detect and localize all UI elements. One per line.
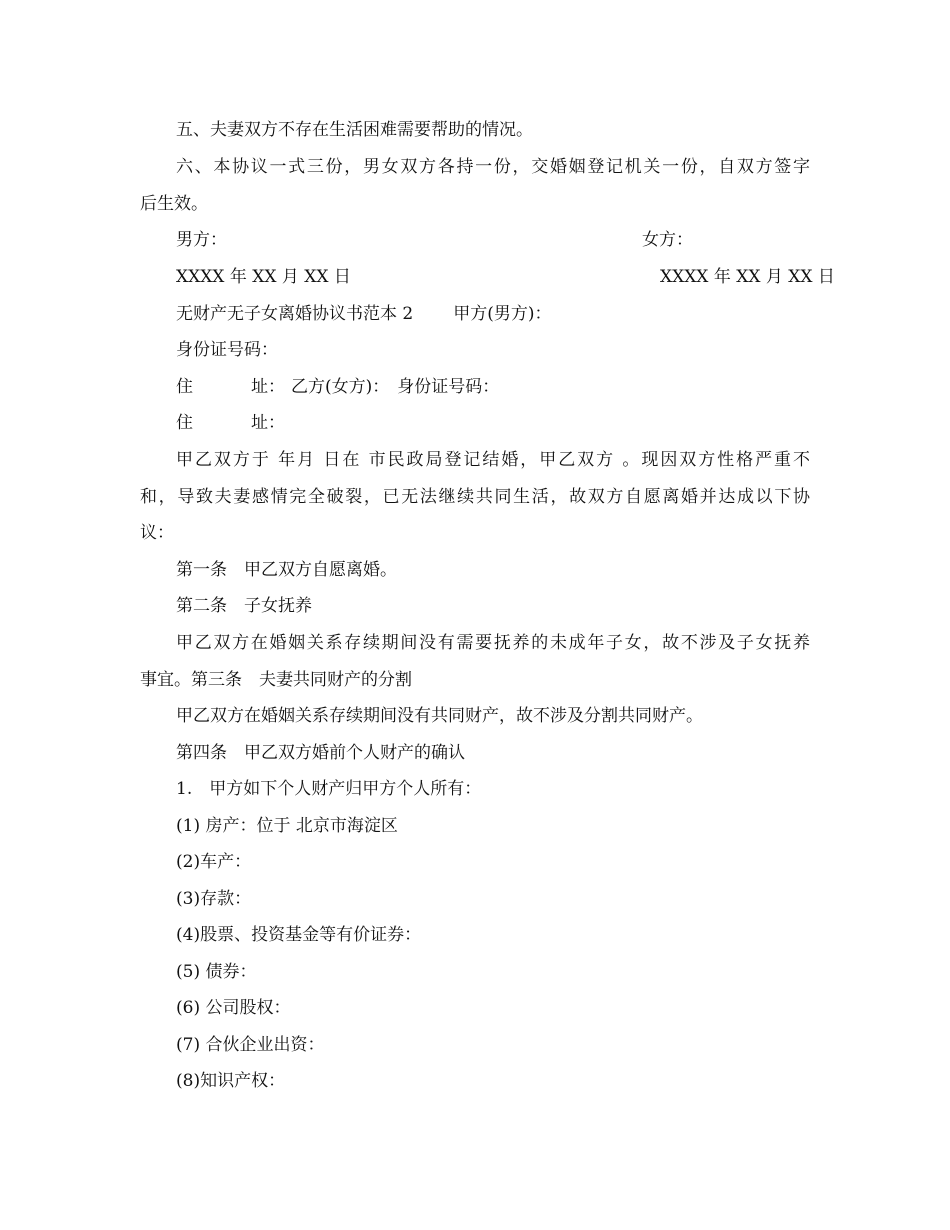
property-paragraph: 甲乙双方在婚姻关系存续期间没有共同财产，故不涉及分割共同财产。	[176, 706, 703, 726]
address-label-a-char1: 住	[176, 377, 193, 397]
male-signature-date: XXXX 年 XX 月 XX 日	[176, 267, 351, 287]
address-label-b-char2: 址：	[251, 413, 285, 433]
sub-item-ip: (8)知识产权：	[176, 1071, 286, 1091]
sub-item-house: (1) 房产：位于 北京市海淀区	[176, 816, 398, 836]
id-number-label-b: 身份证号码：	[397, 377, 500, 397]
male-signature-label: 男方：	[176, 230, 227, 250]
marriage-paragraph-line2: 和，导致夫妻感情完全破裂，已无法继续共同生活，故双方自愿离婚并达成以下协	[140, 487, 810, 507]
article-four: 第四条 甲乙双方婚前个人财产的确认	[176, 743, 465, 763]
clause-six-line1: 六、本协议一式三份，男女双方各持一份，交婚姻登记机关一份，自双方签字	[176, 157, 810, 177]
address-label-a-char2: 址：	[251, 377, 285, 397]
template-title: 无财产无子女离婚协议书范本 2	[176, 304, 414, 324]
article-one: 第一条 甲乙双方自愿离婚。	[176, 560, 397, 580]
list-item-1: 1. 甲方如下个人财产归甲方个人所有：	[176, 779, 482, 799]
address-line-b	[176, 405, 810, 442]
child-paragraph-line1: 甲乙双方在婚姻关系存续期间没有需要抚养的未成年子女，故不涉及子女抚养	[176, 633, 810, 653]
child-paragraph-line2: 事宜。第三条 夫妻共同财产的分割	[140, 670, 412, 690]
address-line-a	[176, 369, 810, 406]
clause-six-line2: 后生效。	[140, 194, 208, 214]
female-signature-date: XXXX 年 XX 月 XX 日	[660, 267, 835, 287]
template-title-line	[176, 296, 810, 333]
party-b-label: 乙方(女方)：	[291, 377, 390, 397]
party-a-label: 甲方(男方)：	[453, 304, 552, 324]
sub-item-car: (2)车产：	[176, 852, 252, 872]
sub-item-securities: (4)股票、投资基金等有价证券：	[176, 925, 422, 945]
sub-item-equity: (6) 公司股权：	[176, 998, 291, 1018]
id-number-label-a: 身份证号码：	[176, 340, 278, 360]
marriage-paragraph-line3: 议：	[140, 523, 174, 543]
sub-item-bonds: (5) 债券：	[176, 962, 257, 982]
sub-item-deposit: (3)存款：	[176, 889, 252, 909]
address-label-b-char1: 住	[176, 413, 193, 433]
marriage-paragraph-line1: 甲乙双方于 年月 日在 市民政局登记结婚，甲乙双方 。现因双方性格严重不	[176, 450, 810, 470]
sub-item-partnership: (7) 合伙企业出资：	[176, 1035, 325, 1055]
female-signature-label: 女方：	[642, 230, 693, 250]
clause-five: 五、夫妻双方不存在生活困难需要帮助的情况。	[176, 120, 533, 140]
article-two: 第二条 子女抚养	[176, 596, 312, 616]
